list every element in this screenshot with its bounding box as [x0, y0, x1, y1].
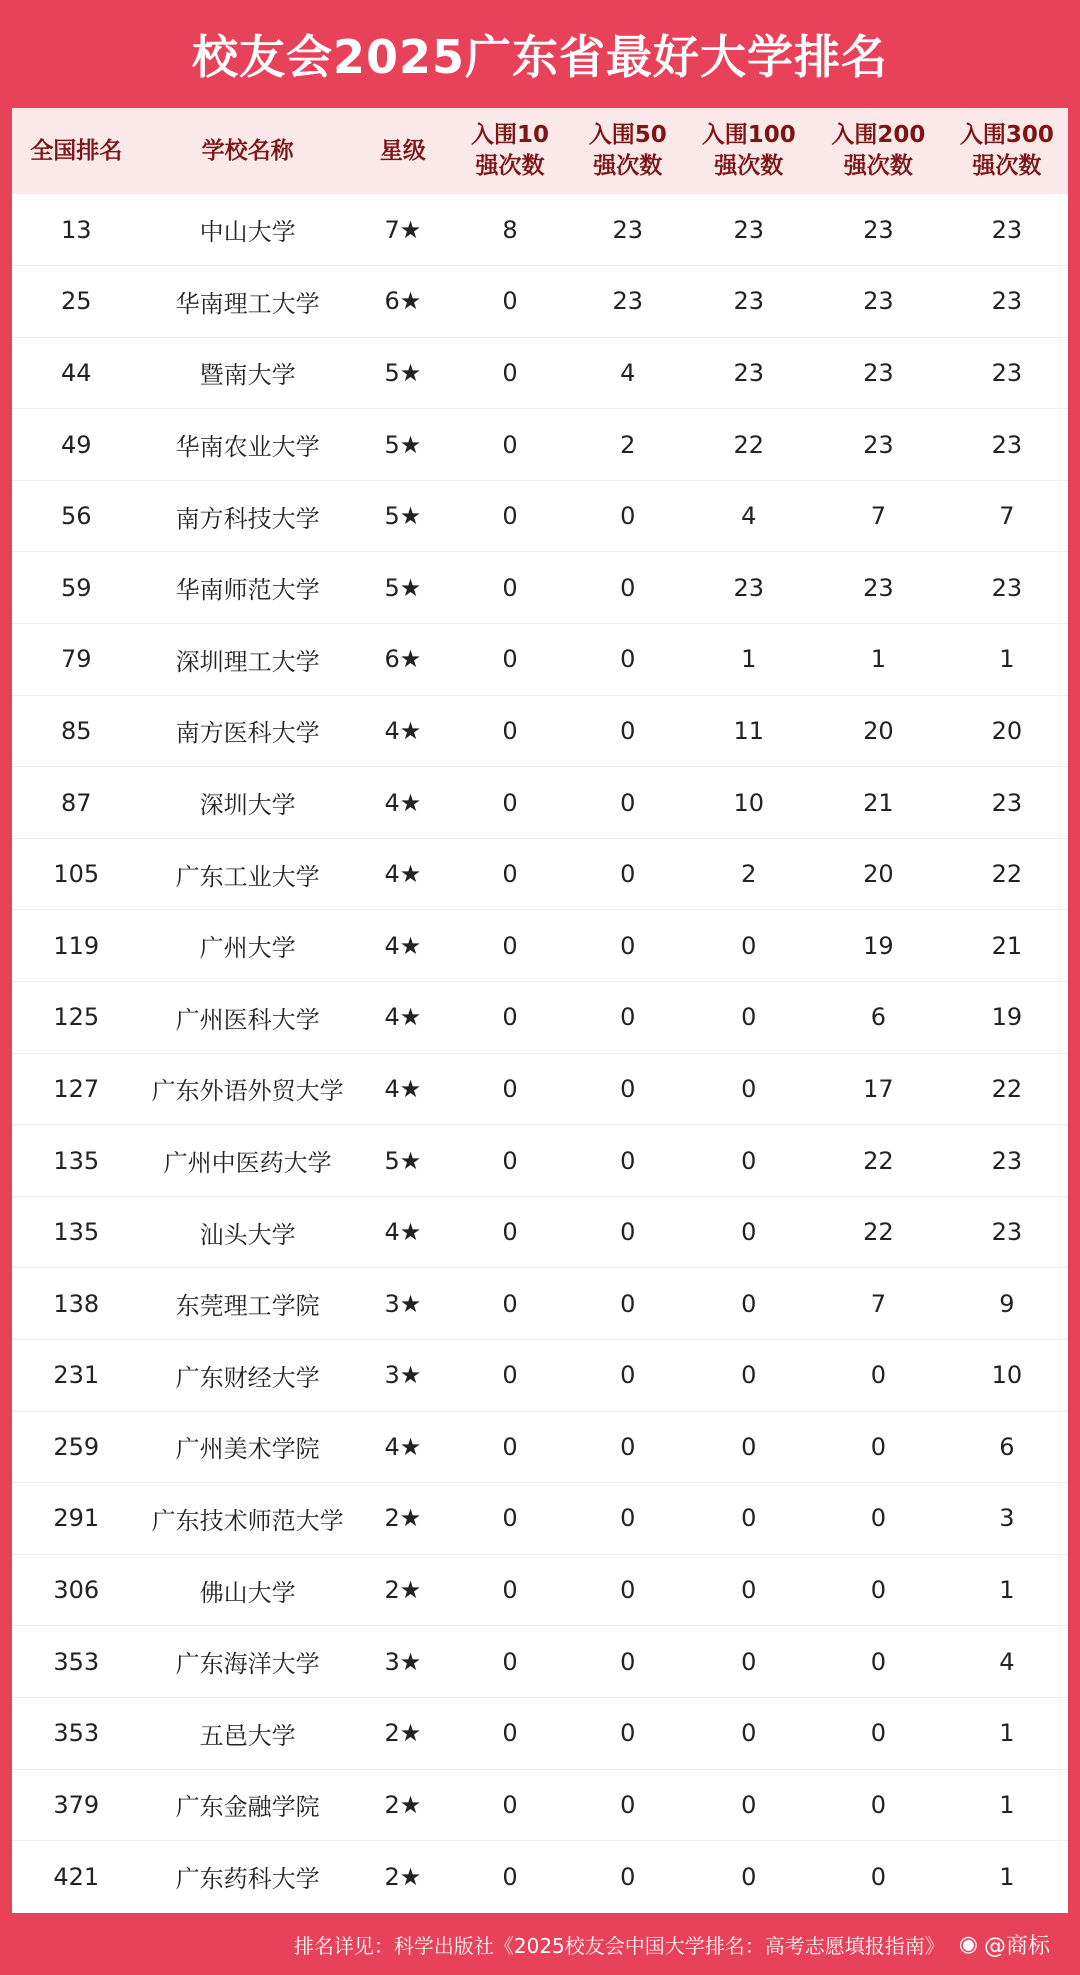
cell-top300: 20: [946, 695, 1068, 767]
cell-top50: 23: [569, 266, 687, 338]
cell-top100: 0: [687, 1125, 811, 1197]
cell-stars: 2★: [384, 1862, 422, 1891]
table-body: [12, 194, 1068, 1912]
cell-top100: 0: [687, 1196, 811, 1268]
table-row: [12, 982, 1068, 1054]
table-row: [12, 910, 1068, 982]
cell-rank: 353: [12, 1697, 141, 1769]
cell-rank: 135: [12, 1196, 141, 1268]
watermark: [959, 1929, 1050, 1960]
cell-top200: 21: [811, 767, 946, 839]
cell-stars: 4★: [355, 695, 451, 767]
cell-top100: 22: [687, 409, 811, 481]
cell-top300: 1: [946, 1554, 1068, 1626]
cell-top100: 0: [687, 1769, 811, 1841]
cell-top300: 23: [946, 552, 1068, 624]
cell-top300: 23: [946, 1196, 1068, 1268]
table-row: [12, 1697, 1068, 1769]
cell-top50: 0: [569, 1196, 687, 1268]
cell-top300: 6: [946, 1411, 1068, 1483]
cell-rank: 306: [12, 1554, 141, 1626]
cell-rank: 353: [12, 1626, 141, 1698]
cell-rank: 135: [12, 1125, 141, 1197]
cell-stars: 6★: [355, 266, 451, 338]
cell-top10: 0: [451, 1697, 569, 1769]
cell-top100: 0: [687, 1411, 811, 1483]
cell-rank: 138: [12, 1268, 141, 1340]
cell-top10: 0: [451, 1554, 569, 1626]
cell-top100: 23: [687, 337, 811, 409]
cell-top300: 23: [946, 194, 1068, 266]
cell-top200: 23: [811, 409, 946, 481]
cell-top200: 17: [811, 1053, 946, 1125]
cell-top300: 1: [946, 1769, 1068, 1841]
cell-rank: 105: [12, 838, 141, 910]
cell-name: 佛山大学: [141, 1554, 355, 1626]
cell-top100: 23: [687, 552, 811, 624]
table-row: [12, 480, 1068, 552]
cell-top200: 0: [811, 1554, 946, 1626]
cell-name: 五邑大学: [141, 1697, 355, 1769]
ranking-table-panel: [12, 108, 1068, 1913]
cell-stars: 4★: [355, 910, 451, 982]
cell-top100: 2: [687, 838, 811, 910]
cell-name: 东莞理工学院: [141, 1268, 355, 1340]
cell-top10: 0: [451, 266, 569, 338]
cell-top100: 0: [687, 1626, 811, 1698]
cell-rank: 421: [53, 1862, 100, 1891]
cell-top100: 23: [687, 266, 811, 338]
cell-top300: 3: [946, 1483, 1068, 1555]
watermark-text: @商标: [983, 1933, 1050, 1959]
cell-top10: 0: [451, 624, 569, 696]
header-rank: 全国排名: [30, 137, 123, 164]
cell-name: 广东财经大学: [141, 1340, 355, 1412]
cell-rank: 85: [12, 695, 141, 767]
table-header-row: [12, 108, 1068, 194]
header-stars: 星级: [379, 137, 426, 164]
table-row: [12, 838, 1068, 910]
cell-name: 广州美术学院: [141, 1411, 355, 1483]
cell-top200: 7: [811, 480, 946, 552]
table-row: [12, 1769, 1068, 1841]
header-name: 学校名称: [201, 137, 294, 164]
cell-top300: 19: [946, 982, 1068, 1054]
cell-top200: 6: [811, 982, 946, 1054]
cell-top100: 11: [687, 695, 811, 767]
cell-top100: 0: [741, 1862, 757, 1891]
cell-rank: 56: [12, 480, 141, 552]
header-top10: 入围10 强次数: [470, 122, 549, 179]
table-row: [12, 1841, 1068, 1913]
cell-top300: 23: [946, 337, 1068, 409]
cell-top300: 9: [946, 1268, 1068, 1340]
cell-top10: 0: [451, 982, 569, 1054]
cell-stars: 4★: [355, 982, 451, 1054]
header-top300: 入围300 强次数: [959, 122, 1054, 179]
cell-rank: 379: [12, 1769, 141, 1841]
cell-top200: 0: [870, 1862, 887, 1891]
cell-top10: 0: [451, 838, 569, 910]
cell-stars: 4★: [355, 1196, 451, 1268]
cell-top100: 1: [687, 624, 811, 696]
cell-top300: 1: [999, 1862, 1015, 1891]
cell-top10: 0: [451, 337, 569, 409]
cell-name: 华南农业大学: [141, 409, 355, 481]
cell-top300: 10: [946, 1340, 1068, 1412]
weibo-icon: ◉: [958, 1931, 978, 1957]
table-row: [12, 1483, 1068, 1555]
cell-rank: 125: [12, 982, 141, 1054]
cell-top50: 0: [569, 480, 687, 552]
cell-top10: 0: [451, 1125, 569, 1197]
cell-top100: 0: [687, 982, 811, 1054]
cell-name: 广东金融学院: [141, 1769, 355, 1841]
ranking-table: [12, 108, 1068, 1912]
table-row: [12, 695, 1068, 767]
cell-top300: 7: [946, 480, 1068, 552]
cell-top50: 0: [569, 1411, 687, 1483]
cell-name: 华南理工大学: [141, 266, 355, 338]
cell-top200: 7: [811, 1268, 946, 1340]
cell-top200: 23: [811, 552, 946, 624]
cell-stars: 6★: [355, 624, 451, 696]
cell-top300: 22: [946, 838, 1068, 910]
table-row: [12, 1125, 1068, 1197]
cell-stars: 5★: [355, 480, 451, 552]
header-top50: 入围50 强次数: [588, 122, 667, 179]
cell-stars: 3★: [355, 1340, 451, 1412]
table-row: [12, 1053, 1068, 1125]
cell-rank: 87: [12, 767, 141, 839]
cell-top50: 0: [569, 1483, 687, 1555]
cell-top200: 19: [811, 910, 946, 982]
table-row: [12, 1340, 1068, 1412]
table-row: [12, 1268, 1068, 1340]
cell-stars: 2★: [355, 1697, 451, 1769]
cell-top10: 0: [451, 552, 569, 624]
cell-top100: 0: [687, 1053, 811, 1125]
cell-top10: 0: [502, 1862, 518, 1891]
cell-rank: 291: [12, 1483, 141, 1555]
cell-name: 南方医科大学: [141, 695, 355, 767]
cell-name: 中山大学: [141, 194, 355, 266]
cell-stars: 7★: [355, 194, 451, 266]
cell-top300: 1: [946, 1697, 1068, 1769]
cell-top50: 0: [620, 1862, 636, 1891]
cell-top100: 0: [687, 1340, 811, 1412]
cell-top50: 0: [569, 1626, 687, 1698]
page-title: 校友会2025广东省最好大学排名: [191, 30, 889, 84]
cell-top50: 0: [569, 910, 687, 982]
table-row: [12, 767, 1068, 839]
cell-top50: 0: [569, 695, 687, 767]
cell-top200: 0: [811, 1769, 946, 1841]
cell-top100: 0: [687, 910, 811, 982]
cell-top100: 23: [687, 194, 811, 266]
table-row: [12, 1554, 1068, 1626]
cell-name: 广州医科大学: [141, 982, 355, 1054]
cell-top10: 0: [451, 409, 569, 481]
cell-name: 深圳大学: [141, 767, 355, 839]
table-row: [12, 1411, 1068, 1483]
table-row: [12, 266, 1068, 338]
cell-top10: 0: [451, 1340, 569, 1412]
cell-top100: 4: [687, 480, 811, 552]
cell-top10: 0: [451, 1411, 569, 1483]
cell-stars: 2★: [355, 1483, 451, 1555]
cell-top200: 20: [811, 838, 946, 910]
cell-top300: 1: [946, 624, 1068, 696]
cell-top200: 0: [811, 1483, 946, 1555]
cell-top200: 0: [811, 1411, 946, 1483]
cell-rank: 259: [12, 1411, 141, 1483]
cell-stars: 5★: [355, 409, 451, 481]
cell-rank: 44: [12, 337, 141, 409]
cell-top50: 0: [569, 552, 687, 624]
cell-top10: 0: [451, 1769, 569, 1841]
cell-top50: 0: [569, 1697, 687, 1769]
cell-top50: 0: [569, 1268, 687, 1340]
cell-top50: 0: [569, 1554, 687, 1626]
cell-top100: 0: [687, 1268, 811, 1340]
cell-top200: 22: [811, 1196, 946, 1268]
footer: [0, 1913, 1080, 1975]
header-top100: 入围100 强次数: [701, 122, 796, 179]
cell-top100: 0: [687, 1554, 811, 1626]
cell-top100: 0: [687, 1697, 811, 1769]
cell-top50: 0: [569, 1769, 687, 1841]
cell-top200: 22: [811, 1125, 946, 1197]
cell-top50: 2: [569, 409, 687, 481]
cell-top50: 4: [569, 337, 687, 409]
cell-top200: 0: [811, 1626, 946, 1698]
cell-name: 深圳理工大学: [141, 624, 355, 696]
table-row: [12, 194, 1068, 266]
cell-name: 华南师范大学: [141, 552, 355, 624]
cell-top300: 4: [946, 1626, 1068, 1698]
cell-stars: 4★: [355, 838, 451, 910]
cell-name: 广州大学: [141, 910, 355, 982]
cell-top10: 0: [451, 1268, 569, 1340]
cell-top50: 0: [569, 1340, 687, 1412]
source-note: 排名详见：科学出版社《2025校友会中国大学排名：高考志愿填报指南》: [293, 1933, 945, 1958]
cell-top50: 0: [569, 1053, 687, 1125]
cell-top100: 10: [687, 767, 811, 839]
cell-name: 广东技术师范大学: [141, 1483, 355, 1555]
table-row: [12, 337, 1068, 409]
cell-stars: 2★: [355, 1554, 451, 1626]
cell-stars: 2★: [355, 1769, 451, 1841]
cell-stars: 5★: [355, 1125, 451, 1197]
cell-name: 广东药科大学: [175, 1865, 320, 1894]
cell-top10: 0: [451, 910, 569, 982]
cell-top50: 23: [569, 194, 687, 266]
cell-rank: 79: [12, 624, 141, 696]
cell-top300: 21: [946, 910, 1068, 982]
cell-top200: 23: [811, 194, 946, 266]
cell-top10: 0: [451, 1626, 569, 1698]
cell-name: 广东海洋大学: [141, 1626, 355, 1698]
cell-name: 南方科技大学: [141, 480, 355, 552]
cell-stars: 4★: [355, 1411, 451, 1483]
cell-top10: 0: [451, 1196, 569, 1268]
cell-top50: 0: [569, 982, 687, 1054]
table-row: [12, 1196, 1068, 1268]
cell-top200: 0: [811, 1340, 946, 1412]
cell-stars: 5★: [355, 552, 451, 624]
cell-top10: 0: [451, 1053, 569, 1125]
header-top200: 入围200 强次数: [831, 122, 926, 179]
cell-top200: 23: [811, 266, 946, 338]
cell-top100: 0: [687, 1483, 811, 1555]
cell-stars: 4★: [355, 1053, 451, 1125]
cell-rank: 25: [12, 266, 141, 338]
cell-top10: 0: [451, 480, 569, 552]
cell-stars: 4★: [355, 767, 451, 839]
table-row: [12, 552, 1068, 624]
cell-top200: 20: [811, 695, 946, 767]
cell-top10: 0: [451, 695, 569, 767]
cell-top50: 0: [569, 767, 687, 839]
cell-top300: 22: [946, 1053, 1068, 1125]
cell-name: 暨南大学: [141, 337, 355, 409]
cell-top200: 23: [811, 337, 946, 409]
cell-top200: 1: [811, 624, 946, 696]
cell-name: 汕头大学: [141, 1196, 355, 1268]
cell-top10: 0: [451, 767, 569, 839]
cell-stars: 3★: [355, 1626, 451, 1698]
cell-top50: 0: [569, 1125, 687, 1197]
cell-stars: 5★: [355, 337, 451, 409]
cell-name: 广州中医药大学: [141, 1125, 355, 1197]
table-row: [12, 409, 1068, 481]
cell-stars: 3★: [355, 1268, 451, 1340]
cell-rank: 13: [12, 194, 141, 266]
cell-rank: 49: [12, 409, 141, 481]
cell-top50: 0: [569, 624, 687, 696]
cell-top300: 23: [946, 1125, 1068, 1197]
cell-top50: 0: [569, 838, 687, 910]
cell-top300: 23: [946, 409, 1068, 481]
table-row: [12, 1626, 1068, 1698]
cell-top300: 23: [946, 767, 1068, 839]
cell-top10: 0: [451, 1483, 569, 1555]
cell-rank: 127: [12, 1053, 141, 1125]
table-row: [12, 624, 1068, 696]
cell-top10: 8: [451, 194, 569, 266]
cell-name: 广东外语外贸大学: [141, 1053, 355, 1125]
cell-rank: 119: [12, 910, 141, 982]
cell-top200: 0: [811, 1697, 946, 1769]
cell-rank: 231: [12, 1340, 141, 1412]
cell-top300: 23: [946, 266, 1068, 338]
cell-rank: 59: [12, 552, 141, 624]
cell-name: 广东工业大学: [141, 838, 355, 910]
